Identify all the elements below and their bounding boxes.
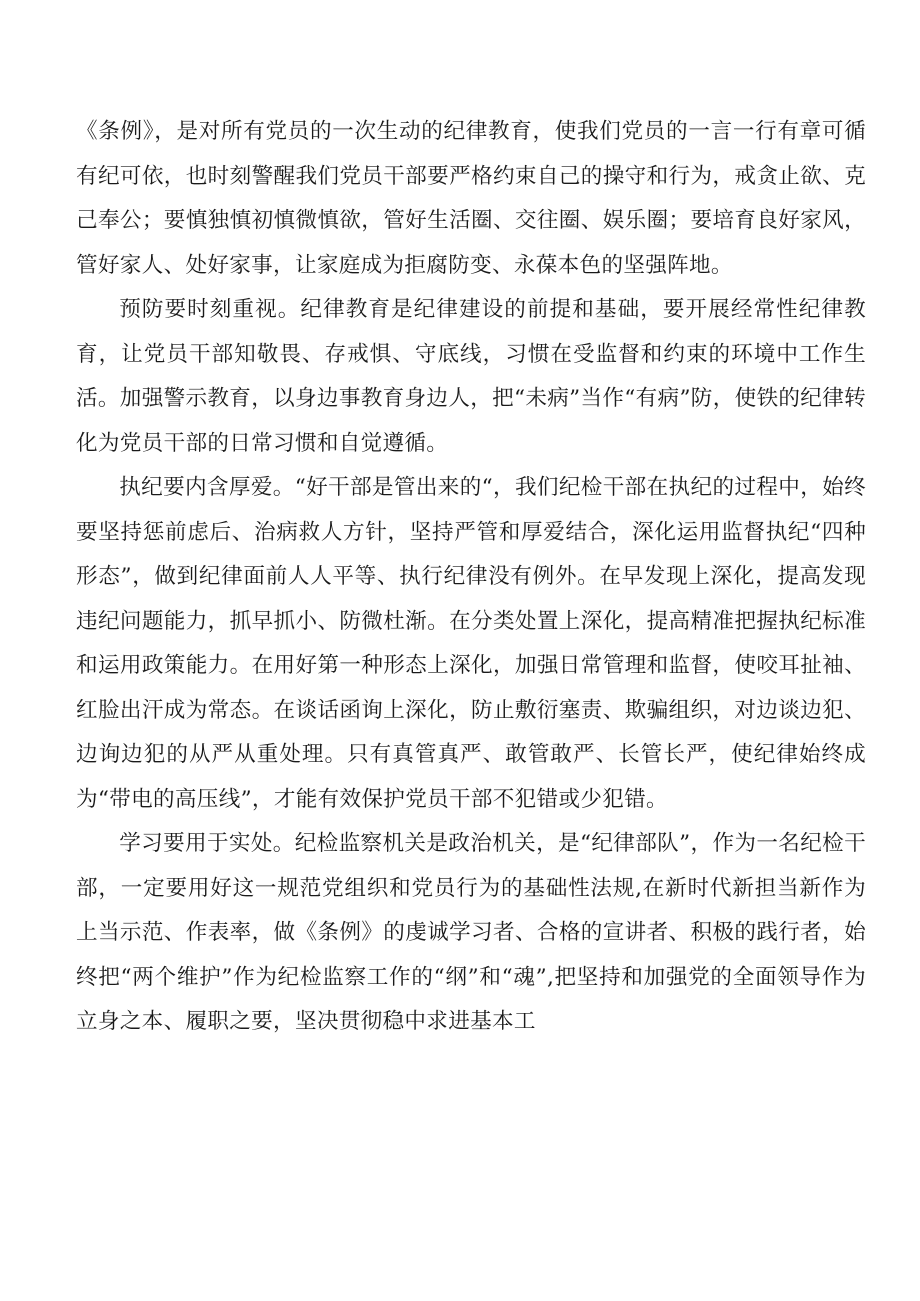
document-page: [76, 110, 866, 1045]
paragraph-4: 学习要用于实处。纪检监察机关是政治机关，是“纪律部队”，作为一名纪检干部，一定要用好这一规范党组织和党员行为的基础性法规,在新时代新担当新作为上当示范、作表率，做《条例》的虔诚学习者、合格的宣讲者、积极的践行者，始终把“两个维护”作为纪检监察工作的“纲”和“魂”,把坚持和加强党的全面领导作为立身之本、履职之要，坚决贯彻稳中求进基本工: [76, 831, 866, 1034]
paragraph-2: 预防要时刻重视。纪律教育是纪律建设的前提和基础，要开展经常性纪律教育，让党员干部知敬畏、存戒惧、守底线，习惯在受监督和约束的环境中工作生活。加强警示教育，以身边事教育身边人，把“未病”当作“有病”防，使铁的纪律转化为党员干部的日常习惯和自觉遵循。: [76, 297, 866, 456]
paragraph-3: 执纪要内含厚爱。“好干部是管出来的“，我们纪检干部在执纪的过程中，始终要坚持惩前虑后、治病救人方针，坚持严管和厚爱结合，深化运用监督执纪“四种形态”，做到纪律面前人人平等、执行纪律没有例外。在早发现上深化，提高发现违纪问题能力，抓早抓小、防微杜渐。在分类处置上深化，提高精准把握执纪标准和运用政策能力。在用好第一种形态上深化，加强日常管理和监督，使咬耳扯袖、红脸出汗成为常态。在谈话函询上深化，防止敷衍塞责、欺骗组织，对边谈边犯、边询边犯的从严从重处理。只有真管真严、敢管敢严、长管长严，使纪律始终成为“带电的高压线”，才能有效保护党员干部不犯错或少犯错。: [76, 475, 866, 812]
paragraph-1: 《条例》，是对所有党员的一次生动的纪律教育，使我们党员的一言一行有章可循有纪可依，也时刻警醒我们党员干部要严格约束自己的操守和行为，戒贪止欲、克己奉公；要慎独慎初慎微慎欲，管好生活圈、交往圈、娱乐圈；要培育良好家风，管好家人、处好家事，让家庭成为拒腐防变、永葆本色的坚强阵地。: [76, 119, 866, 278]
